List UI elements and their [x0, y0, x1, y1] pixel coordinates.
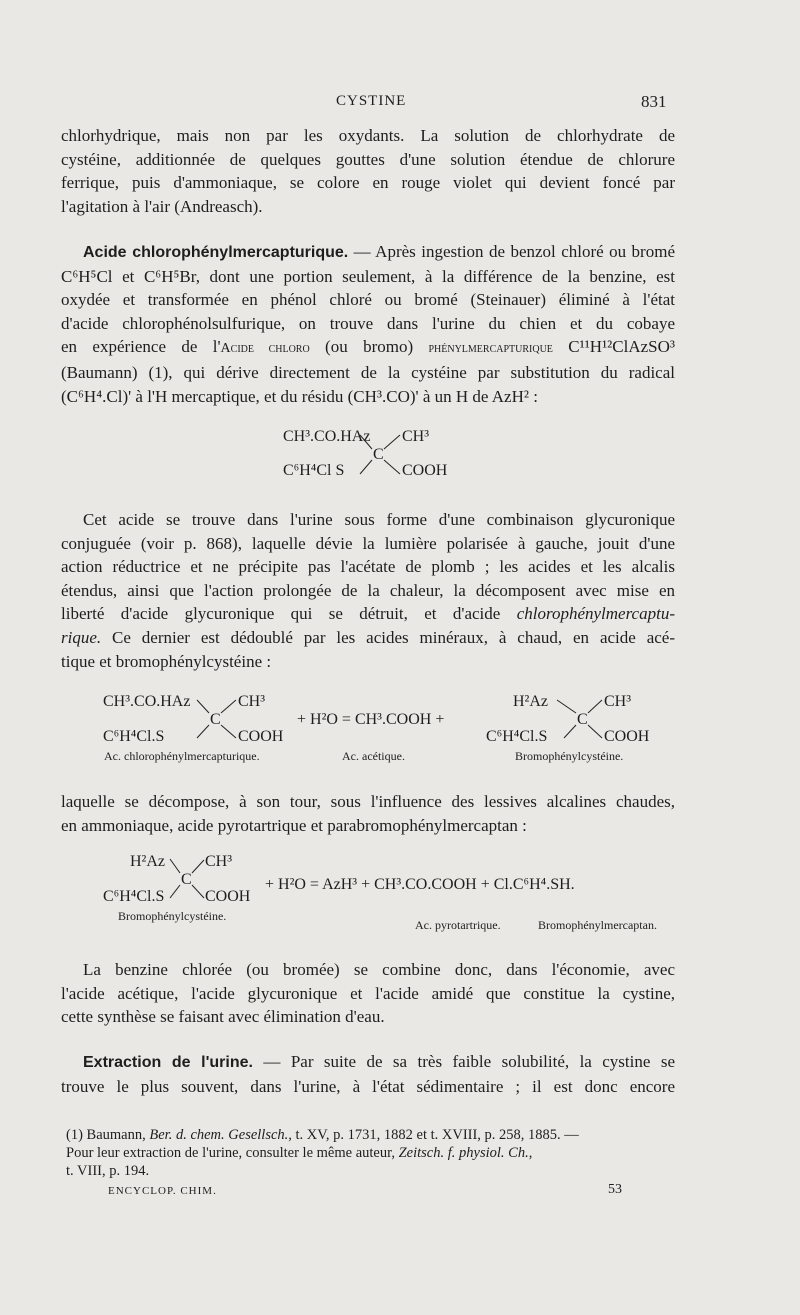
reactant-bottom-left: C⁶H⁴Cl.S	[103, 888, 165, 905]
text-line: l'acide acétique, l'acide glycuronique et l'acide amidé que constitue la cystine,	[61, 983, 675, 1003]
caption: Ac. chlorophénylmercapturique.	[104, 749, 260, 763]
italic-span: chlorophénylmercaptu-	[516, 604, 675, 624]
text-line: Cet acide se trouve dans l'urine sous forme d'une combinaison glycuronique	[83, 510, 675, 529]
text-line: laquelle se décompose, à son tour, sous l'influence des lessives alcalines chaudes,	[61, 792, 675, 811]
text-span: — Par suite de sa très faible solubilité, la cystine se	[252, 1052, 676, 1071]
reactant-top-left: H²Az	[130, 853, 166, 870]
text-line: conjuguée (voir p. 868), laquelle dévie la lumière polarisée à gauche, jouit d'une	[61, 533, 675, 553]
running-title: CYSTINE	[336, 93, 407, 109]
text-line: ferrique, puis d'ammoniaque, se colore en rouge violet qui devient foncé par	[61, 173, 675, 193]
text-line: cette synthèse se faisant avec élimination d'eau.	[61, 1007, 385, 1027]
small-caps-span: Acide chloro	[220, 341, 310, 357]
text-line: l'agitation à l'air (Andreasch).	[61, 196, 263, 216]
section-heading: Extraction de l'urine.	[83, 1054, 253, 1071]
reactant-top-left: CH³.CO.HAz	[103, 693, 191, 710]
text-span: (1) Baumann,	[66, 1127, 150, 1143]
formula-bottom-right: COOH	[402, 462, 448, 479]
formula-top-right: CH³	[402, 428, 430, 445]
reactant-bottom-right: COOH	[205, 888, 251, 905]
italic-span: Zeitsch. f. physiol. Ch.	[398, 1145, 529, 1161]
product-top-left: H²Az	[513, 693, 549, 710]
text-line: trouve le plus souvent, dans l'urine, à l'état sédimentaire ; il est donc encore	[61, 1076, 675, 1096]
italic-span: rique.	[61, 627, 102, 647]
product-center: C	[577, 711, 588, 728]
text-line: (C⁶H⁴.Cl)' à l'H mercaptique, et du résidu (CH³.CO)' à un H de AzH² :	[61, 386, 538, 406]
caption: Bromophénylcystéine.	[515, 749, 624, 763]
text-line: C⁶H⁵Cl et C⁶H⁵Br, dont une portion seulement, à la différence de la benzine, est	[61, 266, 675, 286]
text-line: étendus, ainsi que l'action prolongée de la chaleur, la décomposent avec mise en	[61, 580, 675, 600]
text-line: (Baumann) (1), qui dérive directement de la cystéine par substitution du radical	[61, 362, 675, 382]
reactant-bottom-left: C⁶H⁴Cl.S	[103, 728, 165, 745]
formula-center: C	[373, 446, 384, 463]
caption: Bromophénylcystéine.	[118, 909, 227, 923]
text-span: — Après ingestion de benzol chloré ou bromé	[348, 242, 675, 261]
text-line: d'acide chlorophénolsulfurique, on trouve dans l'urine du chien et du cobaye	[61, 313, 675, 333]
page-number: 831	[641, 92, 667, 111]
product-top-right: CH³	[604, 693, 632, 710]
reactant-center: C	[210, 711, 221, 728]
reactant-top-right: CH³	[238, 693, 266, 710]
reactant-center: C	[181, 871, 192, 888]
text-line: en ammoniaque, acide pyrotartrique et parabromophénylmercaptan :	[61, 815, 527, 835]
product-bottom-left: C⁶H⁴Cl.S	[486, 728, 548, 745]
text-line: La benzine chlorée (ou bromée) se combine donc, dans l'économie, avec	[83, 960, 675, 979]
text-span: ,	[528, 1145, 533, 1161]
caption: Ac. acétique.	[342, 749, 405, 763]
paragraph-6	[61, 1050, 675, 1098]
product-bottom-right: COOH	[604, 728, 650, 745]
reaction-middle: + H²O = CH³.COOH +	[297, 711, 445, 728]
reactant-top-right: CH³	[205, 853, 233, 870]
section-heading: Acide chlorophénylmercapturique.	[83, 244, 349, 261]
reactant-bottom-right: COOH	[238, 728, 284, 745]
footnote-line	[66, 1126, 674, 1144]
text-span: liberté d'acide glycuronique qui se détruit, et d'acide	[61, 604, 517, 624]
text-line: action réductrice et ne précipite pas l'acétate de plomb ; les acides et les alcalis	[61, 557, 675, 577]
caption: Bromophénylmercaptan.	[538, 918, 657, 932]
formula-bottom-left: C⁶H⁴Cl S	[283, 462, 345, 479]
text-line	[61, 1050, 675, 1075]
text-line: oxydée et transformée en phénol chloré ou bromé (Steinauer) éliminé à l'état	[61, 290, 675, 310]
text-span: en expérience de l'	[61, 337, 221, 357]
footer-sheet-number: 53	[608, 1182, 622, 1197]
footnote-line	[66, 1144, 674, 1162]
footnote	[66, 1126, 674, 1180]
italic-span: Ber. d. chem. Gesellsch.	[149, 1127, 289, 1143]
text-line: chlorhydrique, mais non par les oxydants. La solution de chlorhydrate de	[61, 126, 675, 145]
small-caps-span: phénylmercapturique	[428, 341, 553, 357]
footnote-line: t. VIII, p. 194.	[66, 1163, 150, 1179]
reaction-rest: + H²O = AzH³ + CH³.CO.COOH + Cl.C⁶H⁴.SH.	[265, 876, 575, 893]
text-span: Pour leur extraction de l'urine, consulter le même auteur,	[66, 1145, 399, 1161]
paragraph-5	[61, 958, 675, 1029]
text-span: Ce dernier est dédoublé par les acides minéraux, à chaud, en acide acé-	[101, 627, 675, 647]
text-line: tique et bromophénylcystéine :	[61, 651, 272, 671]
text-line: cystéine, additionnée de quelques gouttes d'une solution étendue de chlorure	[61, 149, 675, 169]
formula-top-left: CH³.CO.HAz	[283, 428, 371, 445]
text-span: (ou bromo)	[309, 337, 429, 357]
text-span: , t. XV, p. 1731, 1882 et t. XVIII, p. 258, 1885. —	[288, 1127, 579, 1143]
caption: Ac. pyrotartrique.	[415, 918, 501, 932]
footer-signature: ENCYCLOP. CHIM.	[108, 1185, 217, 1197]
text-span: C¹¹H¹²ClAzSO³	[552, 337, 675, 357]
